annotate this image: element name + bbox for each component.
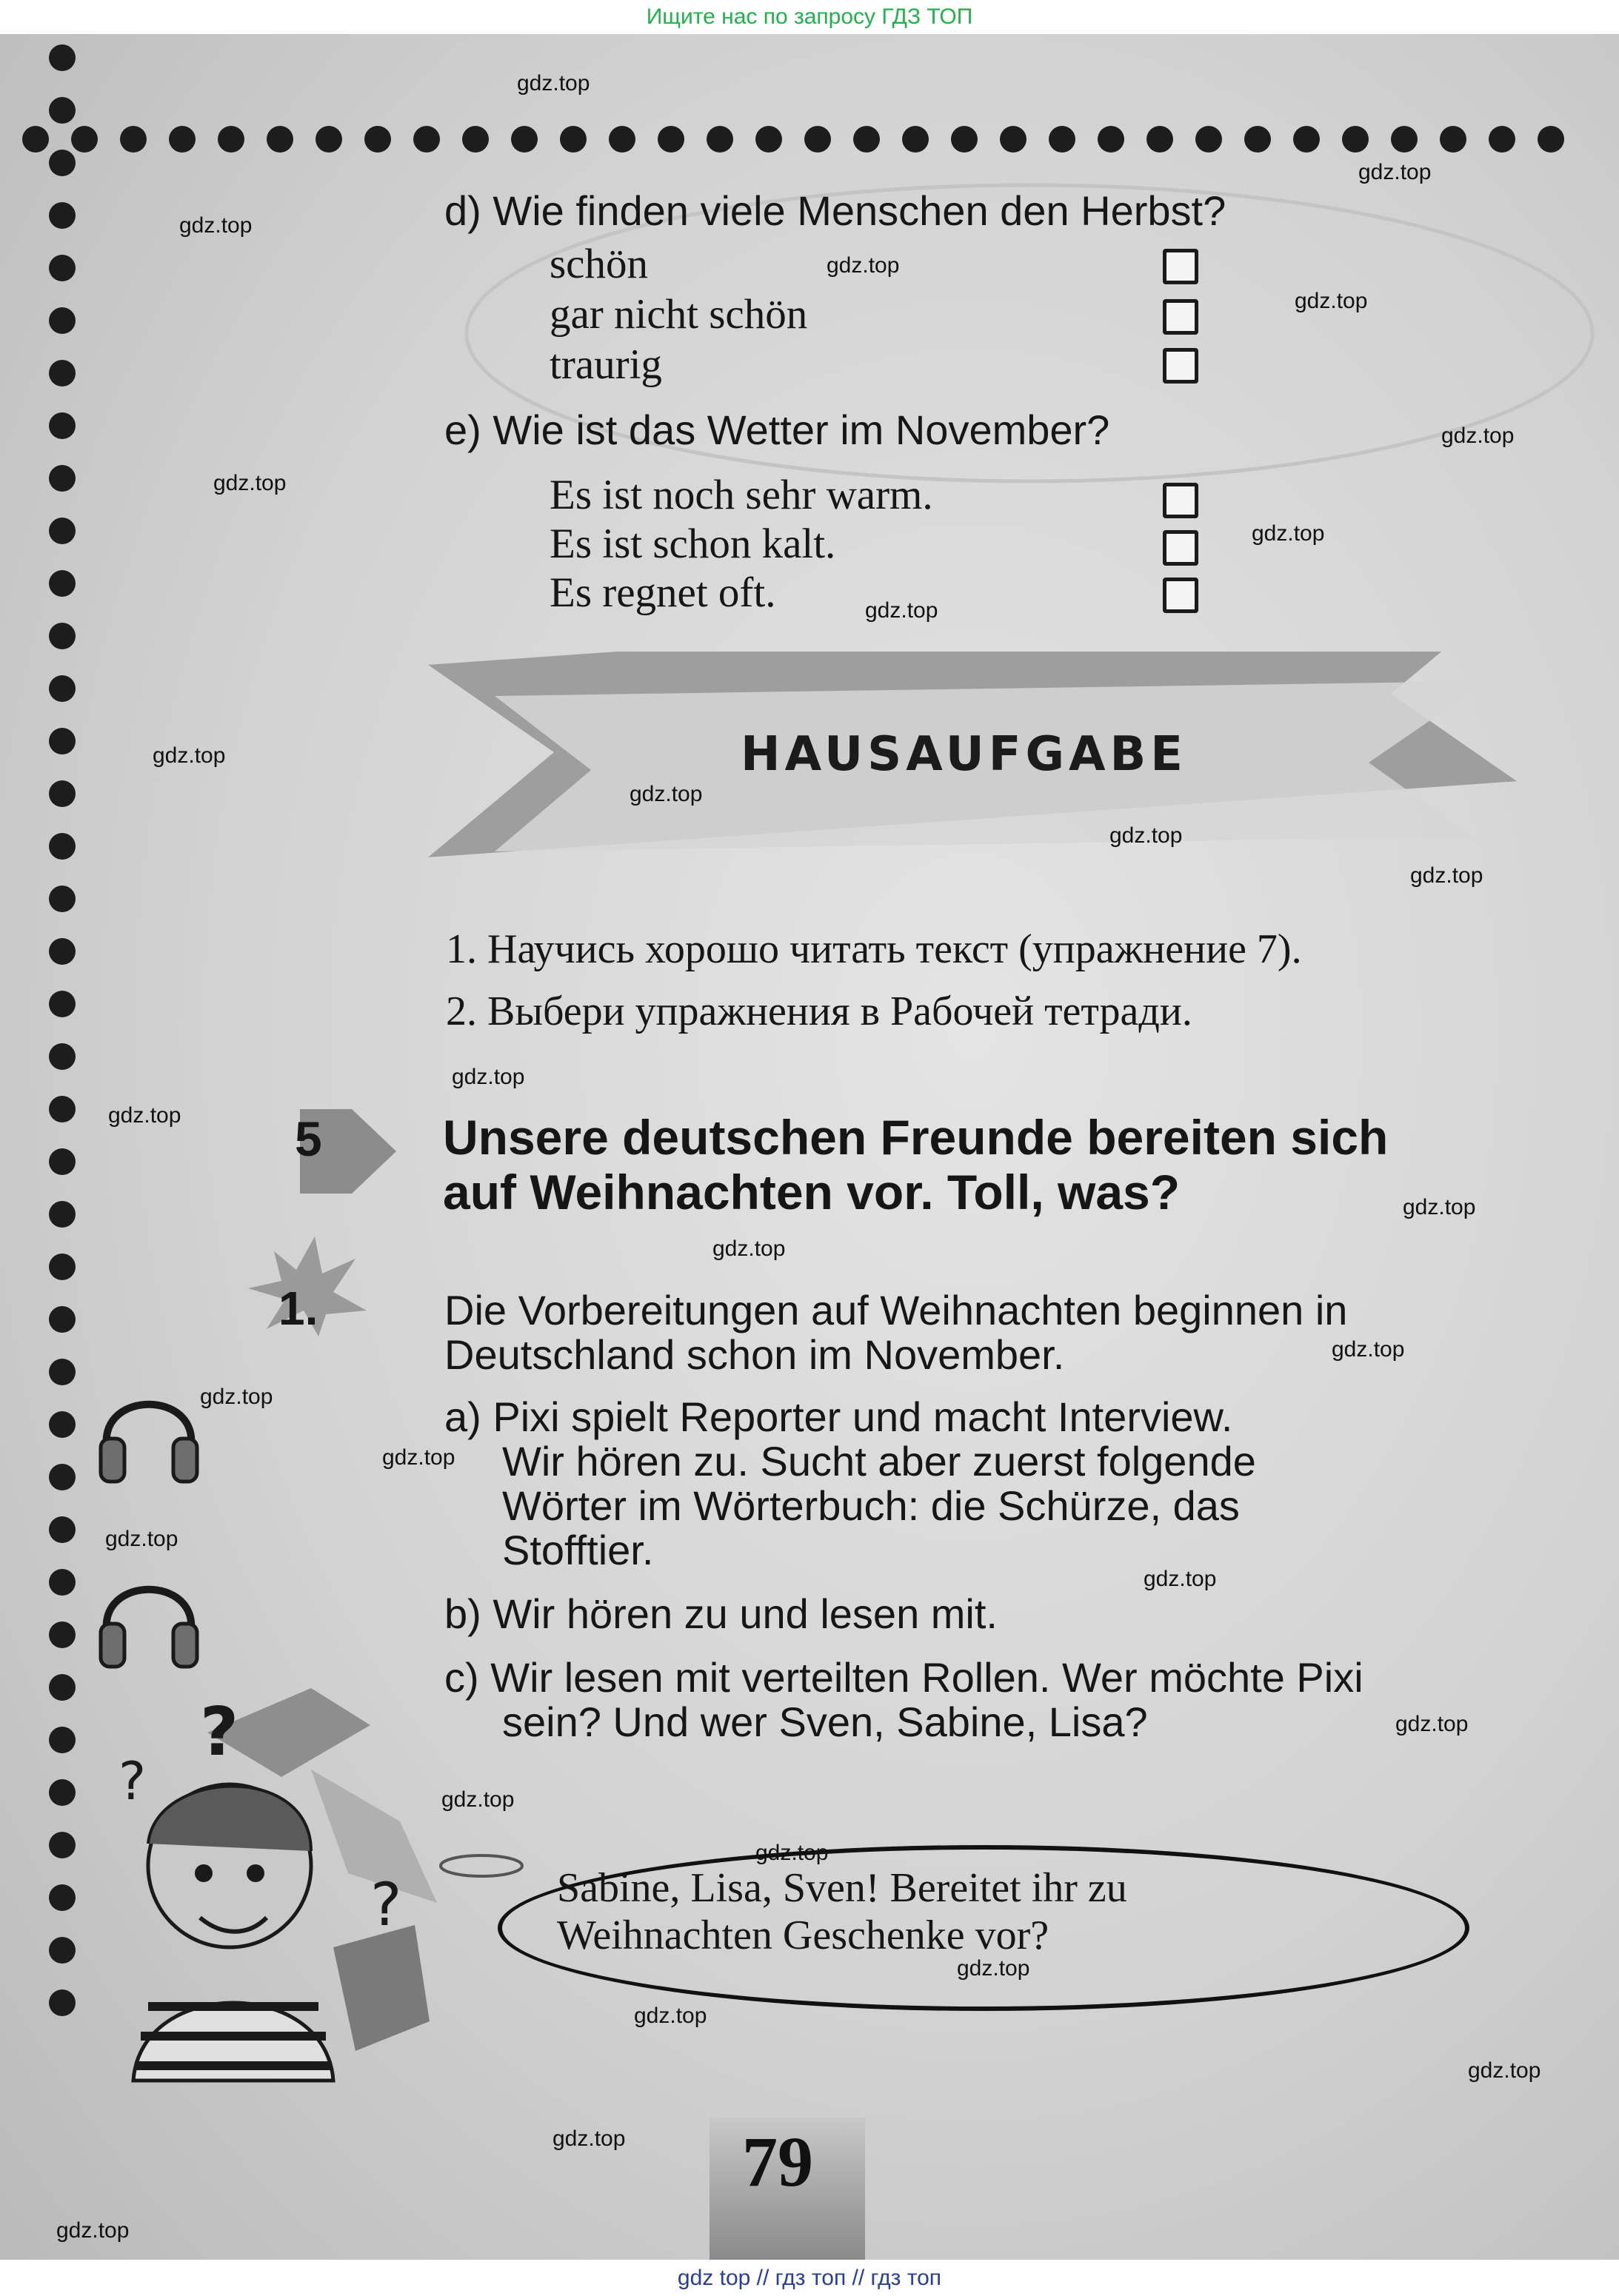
- section-title-line1: Unsere deutschen Freunde bereiten sich: [443, 1110, 1389, 1165]
- border-dot: [49, 728, 76, 754]
- watermark: gdz.top: [755, 1841, 829, 1865]
- watermark: gdz.top: [1295, 289, 1368, 313]
- border-dot: [49, 150, 76, 176]
- option-schoen: schön: [550, 241, 648, 287]
- section-number: 5: [295, 1111, 322, 1166]
- watermark: gdz.top: [634, 2004, 707, 2028]
- watermark: gdz.top: [441, 1787, 515, 1812]
- border-dot: [49, 97, 76, 124]
- watermark: gdz.top: [1252, 521, 1325, 546]
- border-dot: [49, 202, 76, 229]
- watermark: gdz.top: [108, 1103, 181, 1128]
- border-dot: [49, 991, 76, 1017]
- border-dot: [511, 126, 538, 153]
- border-dot: [1146, 126, 1173, 153]
- svg-text:?: ?: [370, 1870, 402, 1939]
- option-traurig: traurig: [550, 341, 662, 388]
- checkbox-icon[interactable]: [1163, 578, 1198, 613]
- border-dot: [560, 126, 587, 153]
- option-warm: Es ist noch sehr warm.: [550, 472, 933, 518]
- watermark: gdz.top: [452, 1065, 525, 1089]
- border-dot: [1098, 126, 1124, 153]
- option-gar-nicht-schoen: gar nicht schön: [550, 291, 808, 338]
- border-dot: [49, 623, 76, 649]
- dot-border-top: [22, 124, 1615, 157]
- border-dot: [49, 1201, 76, 1228]
- border-dot: [49, 833, 76, 860]
- border-dot: [49, 1411, 76, 1438]
- border-dot: [413, 126, 440, 153]
- border-dot: [804, 126, 831, 153]
- checkbox-icon[interactable]: [1163, 530, 1198, 566]
- watermark: gdz.top: [1109, 823, 1183, 848]
- speech-bubble-line2: Weihnachten Geschenke vor?: [557, 1912, 1049, 1958]
- border-dot: [49, 1832, 76, 1858]
- watermark: gdz.top: [153, 743, 226, 768]
- watermark: gdz.top: [1468, 2058, 1541, 2083]
- watermark: gdz.top: [213, 471, 287, 495]
- border-dot: [951, 126, 978, 153]
- border-dot: [49, 675, 76, 702]
- border-dot: [49, 412, 76, 439]
- homework-task-1: 1. Научись хорошо читать текст (упражнение 7).: [446, 926, 1302, 972]
- exercise-c-line1: c) Wir lesen mit verteilten Rollen. Wer möchte Pixi: [444, 1654, 1363, 1701]
- border-dot: [49, 1569, 76, 1596]
- border-dot: [49, 1884, 76, 1911]
- watermark: gdz.top: [1332, 1337, 1405, 1362]
- homework-heading: HAUSAUFGABE: [741, 727, 1187, 782]
- question-e: e) Wie ist das Wetter im November?: [444, 406, 1110, 453]
- border-dot: [1489, 126, 1515, 153]
- border-dot: [218, 126, 244, 153]
- border-dot: [49, 1254, 76, 1280]
- border-dot: [462, 126, 489, 153]
- border-dot: [169, 126, 196, 153]
- border-dot: [49, 1937, 76, 1964]
- page-number: 79: [742, 2122, 813, 2201]
- checkbox-icon[interactable]: [1163, 348, 1198, 384]
- watermark: gdz.top: [1410, 863, 1483, 888]
- border-dot: [49, 938, 76, 965]
- border-dot: [49, 307, 76, 334]
- bottom-banner[interactable]: gdz top // гдз топ // гдз топ: [0, 2260, 1619, 2296]
- question-d: d) Wie finden viele Menschen den Herbst?: [444, 187, 1226, 234]
- headphones-icon: [93, 1561, 204, 1672]
- watermark: gdz.top: [200, 1385, 273, 1409]
- speech-bubble-line1: Sabine, Lisa, Sven! Bereitet ihr zu: [557, 1865, 1127, 1911]
- border-dot: [49, 1359, 76, 1385]
- border-dot: [658, 126, 684, 153]
- headphones-icon: [93, 1376, 204, 1487]
- border-dot: [1244, 126, 1271, 153]
- svg-text:?: ?: [200, 1693, 239, 1771]
- border-dot: [49, 1674, 76, 1701]
- border-dot: [1195, 126, 1222, 153]
- exercise-a-line3: Wörter im Wörterbuch: die Schürze, das: [502, 1482, 1240, 1529]
- border-dot: [49, 886, 76, 912]
- option-regnet: Es regnet oft.: [550, 569, 776, 616]
- border-dot: [1293, 126, 1320, 153]
- border-dot: [1538, 126, 1564, 153]
- watermark: gdz.top: [630, 782, 703, 806]
- exercise-a-line1: a) Pixi spielt Reporter und macht Interview.: [444, 1393, 1233, 1440]
- border-dot: [49, 255, 76, 281]
- border-dot: [49, 1096, 76, 1122]
- border-dot: [49, 1779, 76, 1806]
- border-dot: [1000, 126, 1027, 153]
- border-dot: [707, 126, 733, 153]
- border-dot: [609, 126, 635, 153]
- border-dot: [49, 44, 76, 71]
- border-dot: [49, 570, 76, 597]
- border-dot: [1049, 126, 1075, 153]
- exercise-number: 1.: [278, 1282, 318, 1335]
- speech-bubble-tail: [430, 1844, 533, 1888]
- dot-border-left: [46, 44, 79, 2073]
- border-dot: [49, 1306, 76, 1333]
- border-dot: [1391, 126, 1418, 153]
- border-dot: [853, 126, 880, 153]
- watermark: gdz.top: [382, 1445, 455, 1470]
- border-dot: [316, 126, 342, 153]
- border-dot: [902, 126, 929, 153]
- exercise-b: b) Wir hören zu und lesen mit.: [444, 1590, 998, 1637]
- watermark: gdz.top: [517, 71, 590, 96]
- border-dot: [49, 1464, 76, 1490]
- watermark: gdz.top: [179, 213, 253, 238]
- watermark: gdz.top: [56, 2218, 130, 2243]
- watermark: gdz.top: [1441, 424, 1515, 448]
- watermark: gdz.top: [553, 2126, 626, 2151]
- border-dot: [755, 126, 782, 153]
- pixi-character-illustration: [89, 1681, 444, 2095]
- option-kalt: Es ist schon kalt.: [550, 521, 836, 567]
- watermark: gdz.top: [1144, 1567, 1217, 1591]
- top-banner[interactable]: Ищите нас по запросу ГДЗ ТОП: [0, 0, 1619, 34]
- border-dot: [49, 1516, 76, 1543]
- homework-task-2: 2. Выбери упражнения в Рабочей тетради.: [446, 988, 1192, 1034]
- section-title-line2: auf Weihnachten vor. Toll, was?: [443, 1165, 1181, 1219]
- checkbox-icon[interactable]: [1163, 299, 1198, 335]
- border-dot: [49, 1621, 76, 1648]
- border-dot: [49, 518, 76, 544]
- exercise-intro-line1: Die Vorbereitungen auf Weihnachten beginnen in: [444, 1287, 1348, 1333]
- watermark: gdz.top: [712, 1236, 786, 1261]
- watermark: gdz.top: [1358, 160, 1432, 184]
- border-dot: [49, 780, 76, 807]
- checkbox-icon[interactable]: [1163, 249, 1198, 284]
- border-dot: [1440, 126, 1466, 153]
- exercise-c-line2: sein? Und wer Sven, Sabine, Lisa?: [502, 1698, 1148, 1745]
- border-dot: [1342, 126, 1369, 153]
- watermark: gdz.top: [105, 1527, 178, 1551]
- border-dot: [49, 1148, 76, 1175]
- border-dot: [120, 126, 147, 153]
- watermark: gdz.top: [957, 1956, 1030, 1981]
- checkbox-icon[interactable]: [1163, 483, 1198, 518]
- exercise-intro-line2: Deutschland schon im November.: [444, 1331, 1065, 1378]
- watermark: gdz.top: [827, 253, 900, 278]
- watermark: gdz.top: [1395, 1712, 1469, 1736]
- svg-text:?: ?: [118, 1751, 147, 1812]
- watermark: gdz.top: [1403, 1195, 1476, 1219]
- border-dot: [267, 126, 293, 153]
- border-dot: [49, 1989, 76, 2016]
- border-dot: [49, 465, 76, 492]
- border-dot: [49, 1727, 76, 1753]
- border-dot: [22, 126, 49, 153]
- exercise-a-line2: Wir hören zu. Sucht aber zuerst folgende: [502, 1438, 1256, 1485]
- watermark: gdz.top: [865, 598, 938, 623]
- border-dot: [364, 126, 391, 153]
- exercise-a-line4: Stofftier.: [502, 1527, 654, 1573]
- border-dot: [49, 360, 76, 386]
- border-dot: [49, 1043, 76, 1070]
